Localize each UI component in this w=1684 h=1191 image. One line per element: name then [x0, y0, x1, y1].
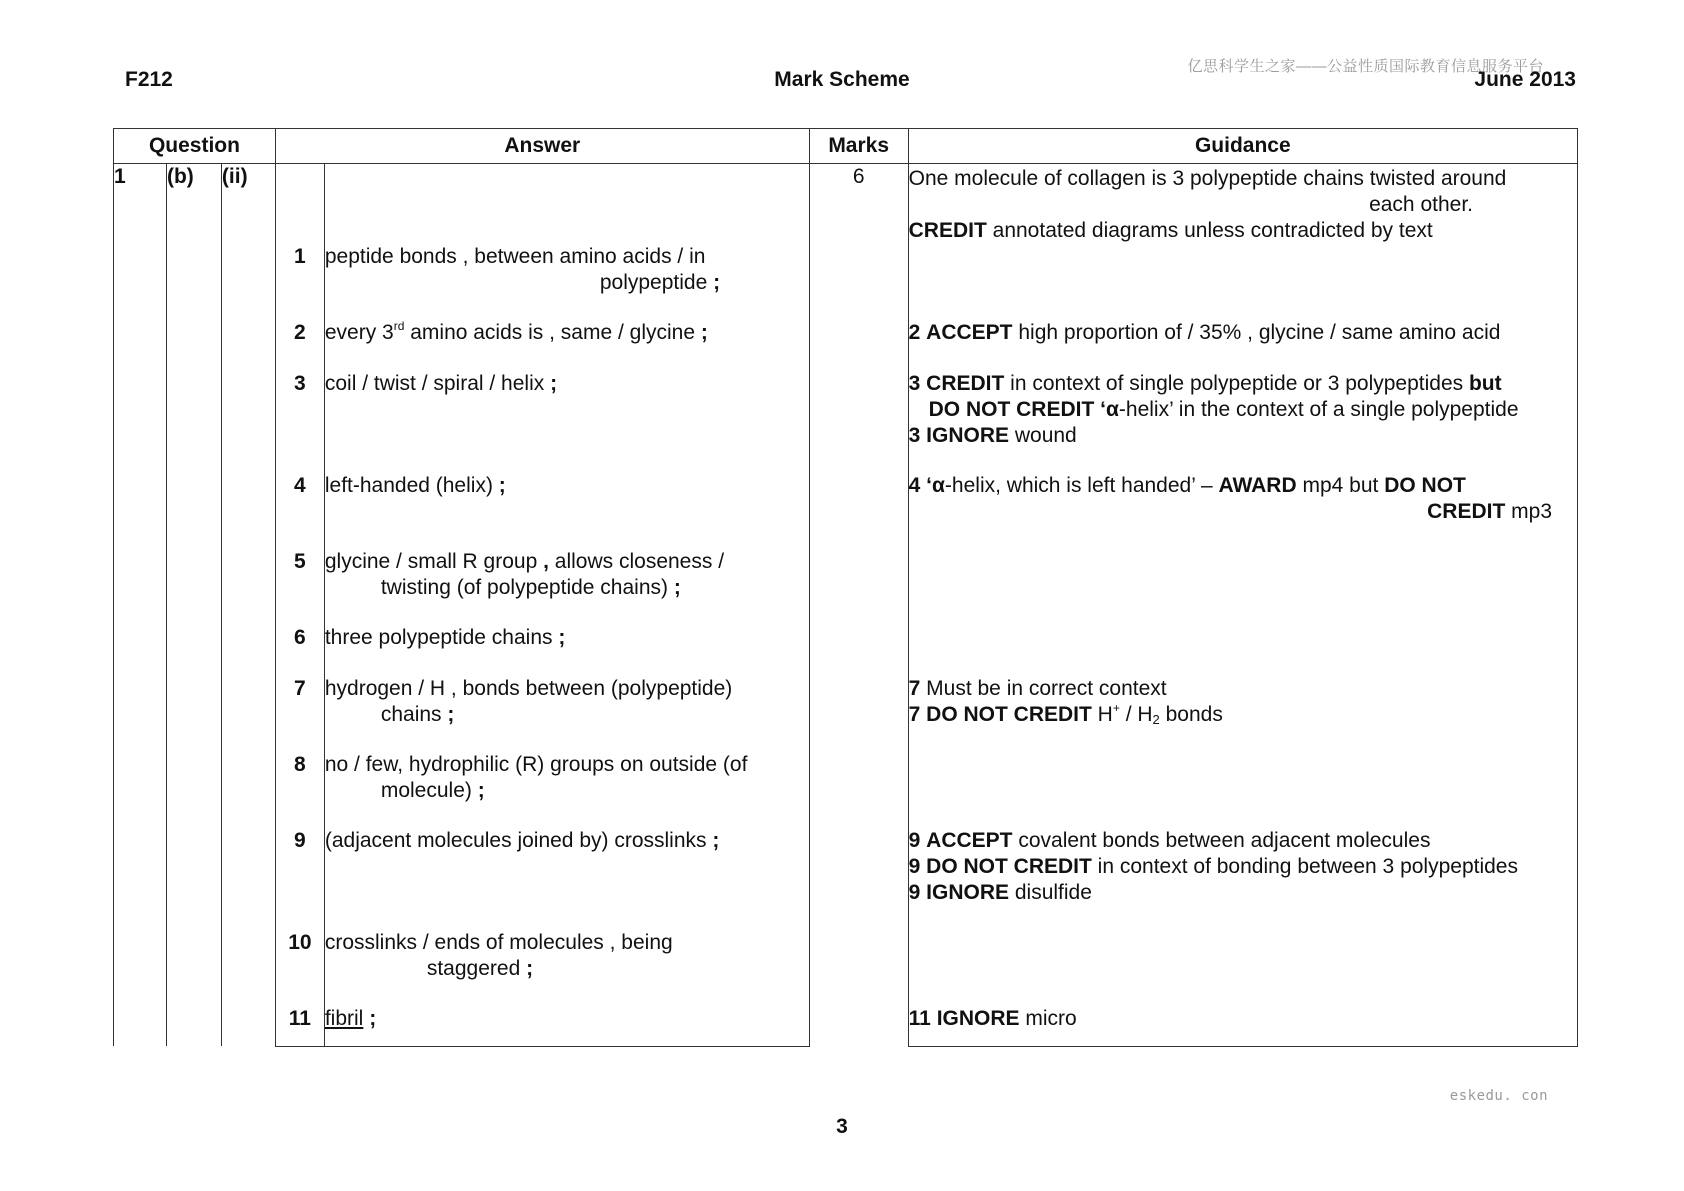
guidance-number: 2	[908, 321, 921, 344]
answer-cell	[324, 244, 809, 320]
answer-cell	[324, 676, 809, 752]
answer-cell	[324, 625, 809, 676]
answer-cell	[324, 1006, 809, 1046]
guidance-superscript: +	[1112, 701, 1120, 715]
guidance-text: high proportion of / 35% , glycine / same amino acid	[1012, 321, 1501, 344]
guidance-keyword: ‘α	[926, 474, 945, 497]
document-code: F212	[125, 68, 173, 91]
document-title: Mark Scheme	[774, 68, 910, 91]
point-number: 8	[275, 752, 324, 828]
guidance-text: bonds	[1159, 703, 1223, 726]
guidance-text: each other.	[1369, 193, 1473, 216]
document-date: June 2013	[1474, 68, 1576, 91]
guidance-text: H	[1091, 703, 1113, 726]
answer-separator: ;	[550, 372, 558, 395]
point-number: 5	[275, 549, 324, 625]
point-number: 9	[275, 828, 324, 930]
guidance-text: Must be in correct context	[920, 677, 1167, 700]
answer-separator: ;	[526, 957, 534, 980]
answer-cell	[324, 828, 809, 930]
point-number: 7	[275, 676, 324, 752]
answer-cell	[324, 930, 809, 1006]
answer-separator: ;	[712, 829, 720, 852]
answer-text: coil / twist / spiral / helix	[324, 372, 551, 395]
point-number: 11	[275, 1006, 324, 1046]
guidance-number: 4	[908, 474, 921, 497]
guidance-cell	[908, 320, 1577, 371]
guidance-intro	[908, 164, 1577, 245]
guidance-cell	[908, 371, 1577, 473]
guidance-number: 3	[908, 424, 921, 447]
question-part: (b)	[166, 164, 221, 1047]
answer-text: crosslinks / ends of molecules , being	[324, 931, 673, 954]
column-header-answer: Answer	[275, 129, 809, 164]
answer-cell	[324, 320, 809, 371]
table-header-row	[114, 129, 1578, 164]
answer-text: molecule)	[380, 779, 478, 802]
guidance-keyword: DO NOT CREDIT ‘α	[928, 398, 1119, 421]
answer-text: peptide bonds , between amino acids / in	[324, 245, 706, 268]
guidance-text: mp4 but	[1296, 474, 1385, 497]
answer-separator: ;	[447, 703, 455, 726]
answer-separator: ,	[543, 550, 549, 573]
guidance-keyword: DO NOT CREDIT	[926, 855, 1092, 878]
point-number: 10	[275, 930, 324, 1006]
question-subpart: (ii)	[221, 164, 275, 1047]
point-number: 2	[275, 320, 324, 371]
answer-text: fibril	[324, 1007, 364, 1030]
guidance-keyword: ACCEPT	[926, 829, 1013, 852]
watermark-top: 亿思科学生之家——公益性质国际教育信息服务平台	[1187, 58, 1544, 75]
guidance-text: -helix’ in the context of a single polypeptide	[1118, 398, 1519, 421]
page-number: 3	[836, 1115, 848, 1138]
guidance-keyword: IGNORE	[926, 881, 1010, 904]
guidance-number: 7	[908, 677, 921, 700]
question-number: 1	[114, 164, 167, 1047]
guidance-number: 7	[908, 703, 921, 726]
guidance-number: 3	[908, 372, 921, 395]
watermark-bottom: eskedu. con	[1449, 1088, 1548, 1104]
guidance-keyword: AWARD	[1218, 474, 1297, 497]
answer-separator: ;	[477, 779, 485, 802]
answer-text: chains	[380, 703, 448, 726]
answer-cell	[324, 752, 809, 828]
answer-separator: ;	[498, 474, 506, 497]
guidance-text: in context of single polypeptide or 3 polypeptides	[1004, 372, 1469, 395]
answer-text: hydrogen / H , bonds between (polypeptide)	[324, 677, 733, 700]
guidance-keyword: ACCEPT	[926, 321, 1013, 344]
answer-text: staggered	[426, 957, 527, 980]
guidance-keyword: IGNORE	[936, 1007, 1020, 1030]
answer-text: left-handed (helix)	[324, 474, 499, 497]
point-number: 1	[275, 244, 324, 320]
guidance-text: annotated diagrams unless contradicted by text	[986, 219, 1433, 242]
guidance-keyword: CREDIT	[908, 219, 987, 242]
guidance-cell	[908, 1006, 1577, 1046]
column-header-question: Question	[114, 129, 276, 164]
table-row	[114, 164, 1578, 245]
guidance-number: 11	[908, 1007, 931, 1030]
answer-text: twisting (of polypeptide chains)	[380, 576, 674, 599]
guidance-text: wound	[1009, 424, 1077, 447]
answer-separator: ;	[558, 626, 566, 649]
marks-value: 6	[809, 164, 908, 1047]
guidance-keyword: DO NOT CREDIT	[926, 703, 1092, 726]
answer-text: glycine / small R group	[324, 550, 544, 573]
guidance-keyword: IGNORE	[926, 424, 1010, 447]
answer-text: (adjacent molecules joined by) crosslinks	[324, 829, 713, 852]
point-number: 6	[275, 625, 324, 676]
column-header-guidance: Guidance	[908, 129, 1577, 164]
guidance-cell	[908, 473, 1577, 549]
guidance-keyword: DO NOT	[1384, 474, 1466, 497]
guidance-cell	[908, 676, 1577, 752]
answer-text: allows closeness /	[548, 550, 725, 573]
guidance-text: / H	[1119, 703, 1153, 726]
guidance-text: covalent bonds between adjacent molecules	[1012, 829, 1431, 852]
guidance-subscript: 2	[1152, 712, 1160, 727]
guidance-text: mp3	[1505, 500, 1552, 523]
guidance-text: -helix, which is left handed’ –	[944, 474, 1219, 497]
guidance-keyword: CREDIT	[1427, 500, 1506, 523]
guidance-number: 9	[908, 855, 921, 878]
guidance-number: 9	[908, 829, 921, 852]
guidance-text: One molecule of collagen is 3 polypeptide chains twisted around	[908, 167, 1507, 190]
guidance-number: 9	[908, 881, 921, 904]
column-header-marks: Marks	[809, 129, 908, 164]
guidance-keyword: CREDIT	[926, 372, 1005, 395]
guidance-cell	[908, 828, 1577, 930]
answer-text: three polypeptide chains	[324, 626, 559, 649]
guidance-keyword: but	[1468, 372, 1502, 395]
answer-text: polypeptide	[599, 271, 708, 294]
answer-text: every 3	[324, 321, 394, 344]
answer-separator: ;	[363, 1007, 377, 1030]
guidance-text: disulfide	[1009, 881, 1092, 904]
answer-text: amino acids is , same / glycine	[404, 321, 701, 344]
answer-superscript: rd	[393, 319, 405, 333]
guidance-text: micro	[1019, 1007, 1077, 1030]
answer-separator: ;	[673, 576, 681, 599]
guidance-text: in context of bonding between 3 polypeptides	[1091, 855, 1518, 878]
point-number: 3	[275, 371, 324, 473]
answer-cell	[324, 371, 809, 473]
mark-scheme-table	[113, 128, 1578, 1047]
point-number: 4	[275, 473, 324, 549]
answer-separator: ;	[713, 271, 721, 294]
answer-cell	[324, 549, 809, 625]
answer-separator: ;	[700, 321, 708, 344]
answer-text: no / few, hydrophilic (R) groups on outside (of	[324, 753, 748, 776]
answer-cell	[324, 473, 809, 549]
